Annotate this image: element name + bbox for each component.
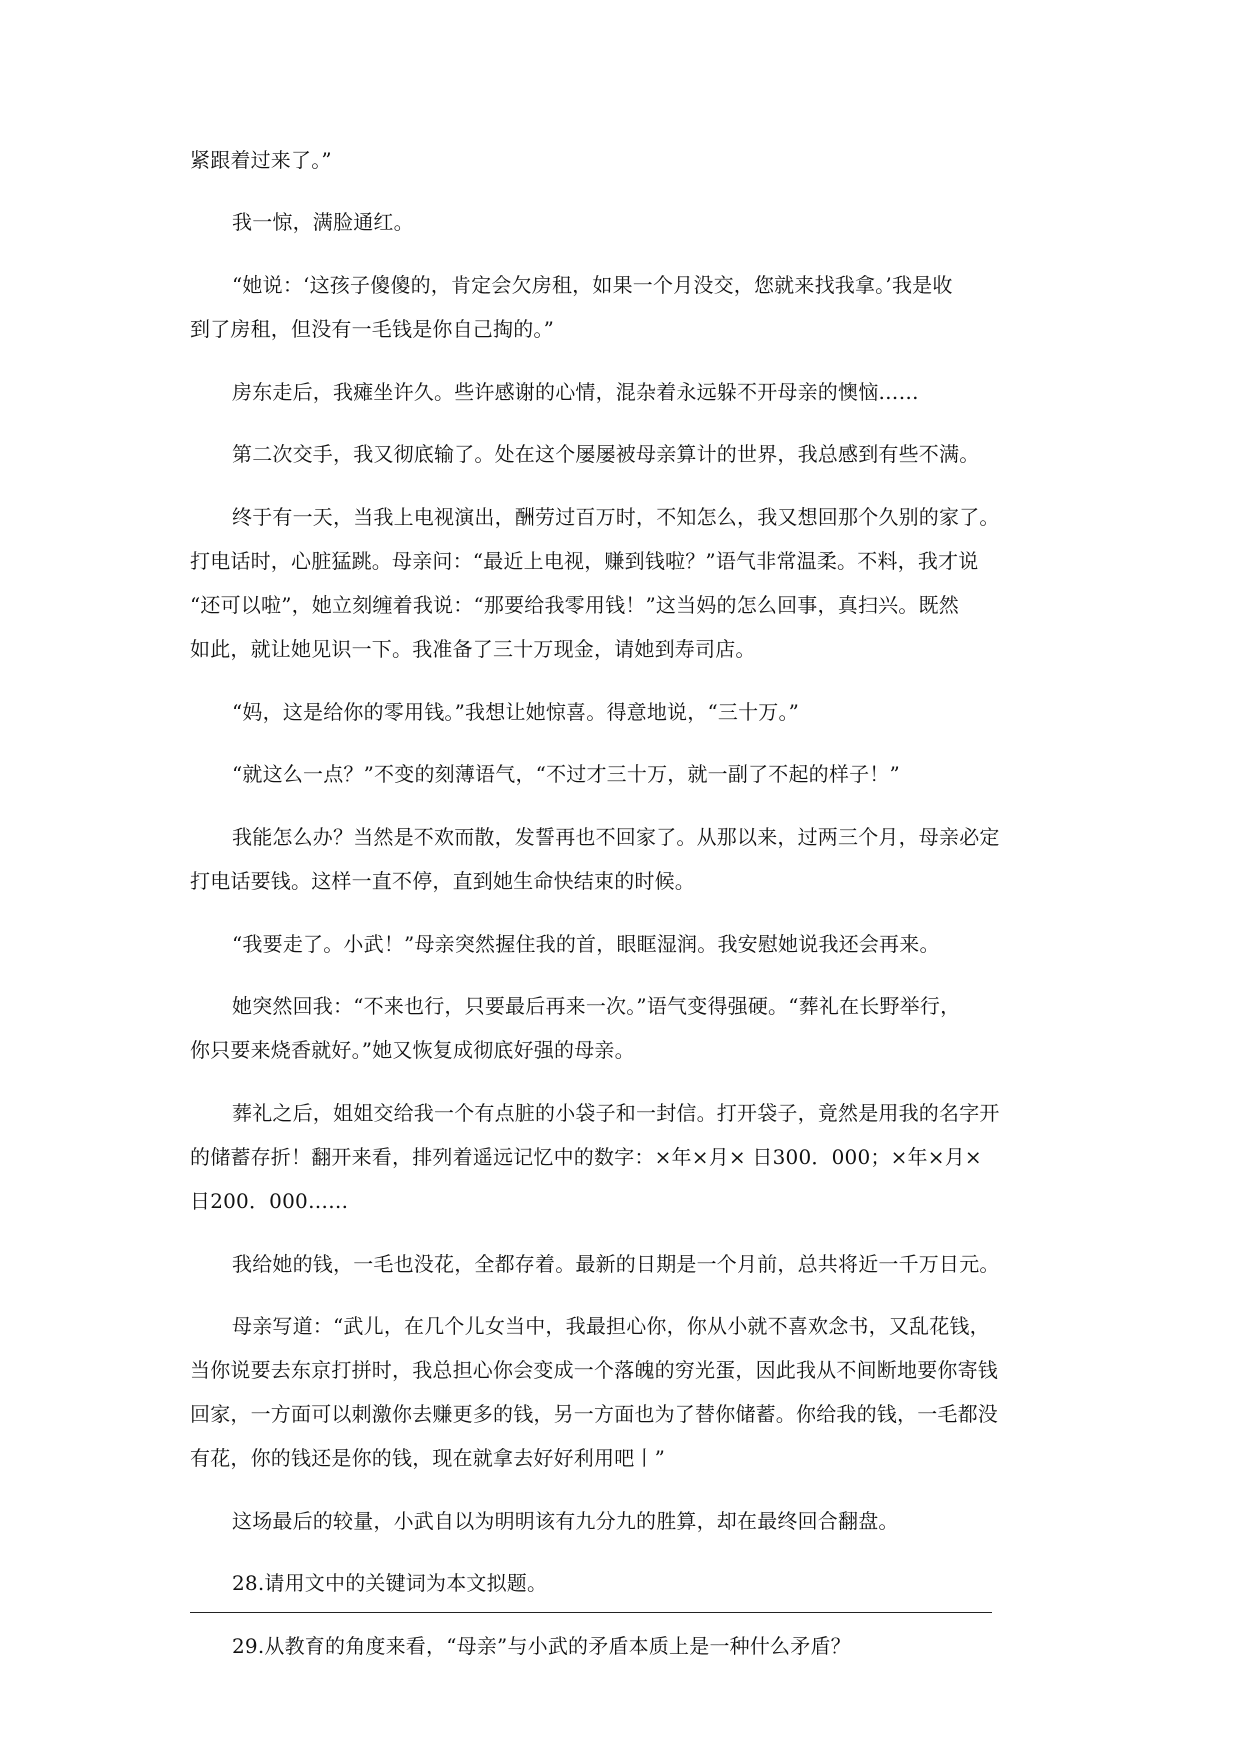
text-line: 第二次交手，我又彻底输了。处在这个屡屡被母亲算计的世界，我总感到有些不满。 (232, 442, 980, 466)
text-line: 葬礼之后，姐姐交给我一个有点脏的小袋子和一封信。打开袋子，竟然是用我的名字开 (232, 1101, 1000, 1125)
text-line: 打电话时，心脏猛跳。母亲问：“最近上电视，赚到钱啦？”语气非常温柔。不料，我才说 (190, 549, 979, 573)
text-line: 母亲写道：“武儿，在几个儿女当中，我最担心你，你从小就不喜欢念书，又乱花钱， (232, 1314, 990, 1338)
text-line: 她突然回我：“不来也行，只要最后再来一次。”语气变得强硬。“葬礼在长野举行， (232, 994, 961, 1018)
text-line: 你只要来烧香就好。”她又恢复成彻底好强的母亲。 (190, 1038, 635, 1062)
text-line: 如此，就让她见识一下。我准备了三十万现金，请她到寿司店。 (190, 637, 756, 661)
text-line: 日200．000…… (190, 1189, 349, 1213)
text-line: 回家，一方面可以刺激你去赚更多的钱，另一方面也为了替你储蓄。你给我的钱，一毛都没 (190, 1402, 998, 1426)
text-line: 终于有一天，当我上电视演出，酬劳过百万时，不知怎么，我又想回那个久别的家了。 (232, 505, 1000, 529)
text-line: 紧跟着过来了。” (190, 148, 332, 172)
text-line: 我一惊，满脸通红。 (232, 210, 414, 234)
text-line: 到了房租，但没有一毛钱是你自己掏的。” (190, 317, 555, 341)
text-line: 打电话要钱。这样一直不停，直到她生命快结束的时候。 (190, 869, 695, 893)
text-line: 有花，你的钱还是你的钱，现在就拿去好好利用吧丨” (190, 1446, 666, 1470)
text-line: 当你说要去东京打拼时，我总担心你会变成一个落魄的穷光蛋，因此我从不间断地要你寄钱 (190, 1358, 998, 1382)
text-line: “她说：‘这孩子傻傻的，肯定会欠房租，如果一个月没交，您就来找我拿。’我是收 (232, 273, 953, 297)
answer-line (190, 1612, 992, 1613)
text-line: 我给她的钱，一毛也没花，全都存着。最新的日期是一个月前，总共将近一千万日元。 (232, 1252, 1000, 1276)
question-28: 28.请用文中的关键词为本文拟题。 (232, 1571, 548, 1595)
text-line: “妈，这是给你的零用钱。”我想让她惊喜。得意地说，“三十万。” (232, 700, 800, 724)
text-line: 的储蓄存折！翻开来看，排列着遥远记忆中的数字：×年×月× 日300．000；×年×月× (190, 1145, 982, 1169)
text-line: 这场最后的较量，小武自以为明明该有九分九的胜算，却在最终回合翻盘。 (232, 1509, 899, 1533)
text-line: 房东走后，我瘫坐许久。些许感谢的心情，混杂着永远躲不开母亲的懊恼…… (232, 380, 919, 404)
text-line: “就这么一点？”不变的刻薄语气，“不过才三十万，就一副了不起的样子！” (232, 762, 900, 786)
question-29: 29.从教育的角度来看，“母亲”与小武的矛盾本质上是一种什么矛盾？ (232, 1634, 851, 1658)
text-line: “还可以啦”，她立刻缠着我说：“那要给我零用钱！”这当妈的怎么回事，真扫兴。既然 (190, 593, 959, 617)
text-line: 我能怎么办？当然是不欢而散，发誓再也不回家了。从那以来，过两三个月，母亲必定 (232, 825, 1000, 849)
text-line: “我要走了。小武！”母亲突然握住我的首，眼眶湿润。我安慰她说我还会再来。 (232, 932, 940, 956)
